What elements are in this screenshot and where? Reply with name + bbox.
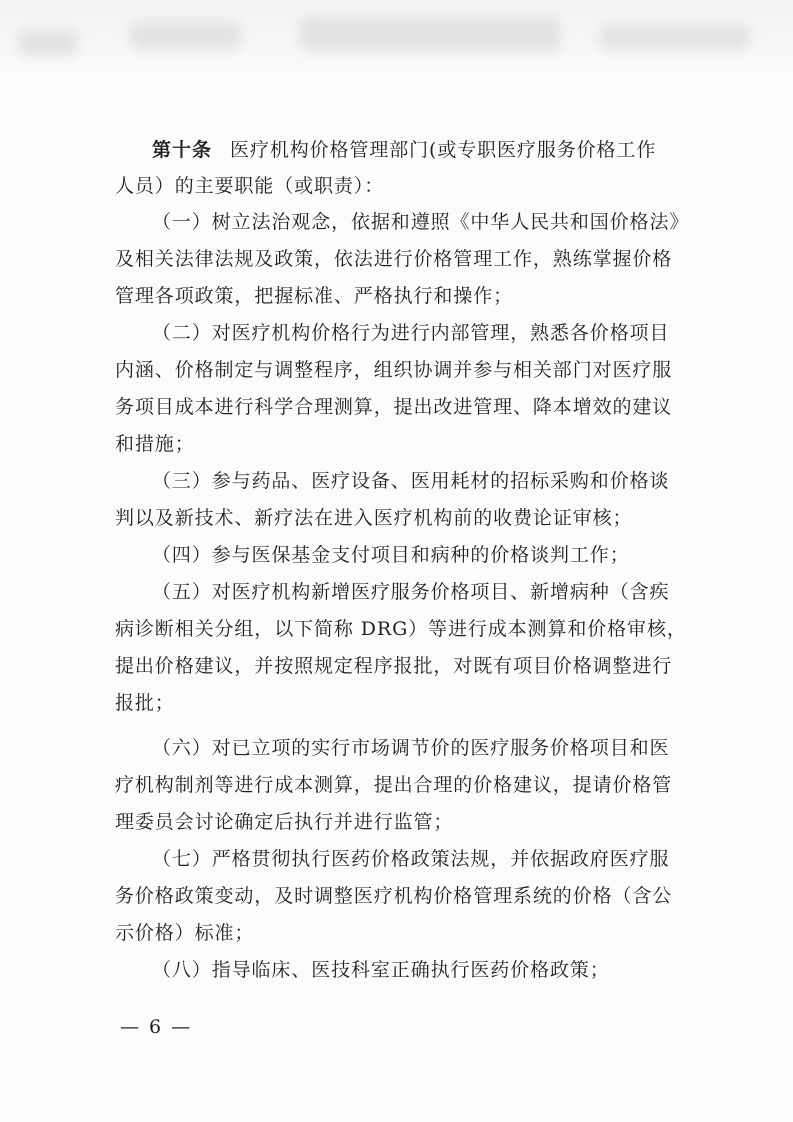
paragraph-line: 内涵、价格制定与调整程序，组织协调并参与相关部门对医疗服 xyxy=(115,359,673,381)
paragraph-line: （八）指导临床、医技科室正确执行医药价格政策； xyxy=(152,959,610,981)
article-title: 第十条 xyxy=(152,139,213,161)
page-number: — 6 — xyxy=(120,1016,193,1038)
paragraph-line: （七）严格贯彻执行医药价格政策法规，并依据政府医疗服 xyxy=(152,848,670,870)
paragraph-line: （二）对医疗机构价格行为进行内部管理，熟悉各价格项目 xyxy=(152,322,670,344)
paragraph-line: 务项目成本进行科学合理测算，提出改进管理、降本增效的建议 xyxy=(115,396,673,418)
paragraph-line: 务价格政策变动，及时调整医疗机构价格管理系统的价格（含公 xyxy=(115,885,673,907)
article-second-line: 人员）的主要职能（或职责）： xyxy=(115,175,385,197)
article-heading-text: 医疗机构价格管理部门(或专职医疗服务价格工作 xyxy=(230,139,657,161)
paragraph-line: 及相关法律法规及政策，依法进行价格管理工作，熟练掌握价格 xyxy=(115,248,673,270)
paragraph-line: （六）对已立项的实行市场调节价的医疗服务价格项目和医 xyxy=(152,737,670,759)
article-first-line xyxy=(152,138,656,162)
paragraph-line: 判以及新技术、新疗法在进入医疗机构前的收费论证审核； xyxy=(115,507,633,529)
paragraph-line: 病诊断相关分组，以下简称 DRG）等进行成本测算和价格审核， xyxy=(115,618,687,640)
paragraph-line: 示价格）标准； xyxy=(115,922,255,944)
paragraph-line: 和措施； xyxy=(115,433,195,455)
paragraph-line: （三）参与药品、医疗设备、医用耗材的招标采购和价格谈 xyxy=(152,470,670,492)
paragraph-line: 理委员会讨论确定后执行并进行监管； xyxy=(115,811,454,833)
paragraph-line: 报批； xyxy=(115,692,175,714)
paragraph-line: 管理各项政策，把握标准、严格执行和操作； xyxy=(115,285,514,307)
paragraph-line: （四）参与医保基金支付项目和病种的价格谈判工作； xyxy=(152,544,630,566)
paragraph-line: （五）对医疗机构新增医疗服务价格项目、新增病种（含疾 xyxy=(152,581,670,603)
paragraph-line: 疗机构制剂等进行成本测算，提出合理的价格建议，提请价格管 xyxy=(115,774,673,796)
paragraph-line: （一）树立法治观念，依据和遵照《中华人民共和国价格法》 xyxy=(152,211,690,233)
paragraph-line: 提出价格建议，并按照规定程序报批，对既有项目价格调整进行 xyxy=(115,655,673,677)
